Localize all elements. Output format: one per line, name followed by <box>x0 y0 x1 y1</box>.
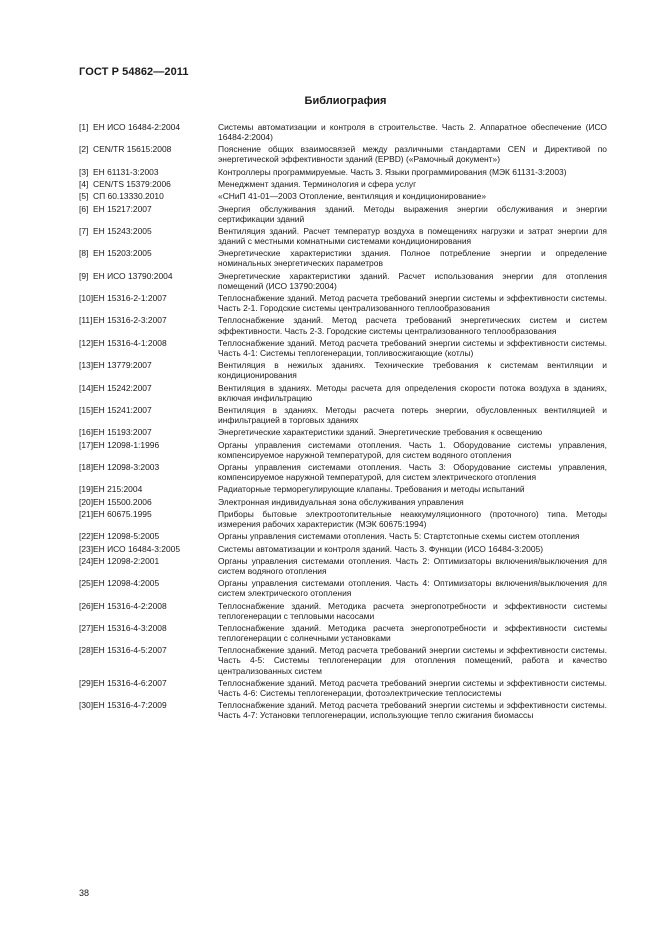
entry-number: [17] <box>79 439 94 450</box>
bibliography-entry <box>79 122 607 142</box>
entry-description: Органы управления системами отопления. Часть 1. Оборудование системы управления, компенсируемое наружной температурой, для систем водяного отопления <box>218 439 607 460</box>
bibliography-entry <box>79 531 607 541</box>
bibliography-entry <box>79 440 607 460</box>
entry-description: Теплоснабжение зданий. Методика расчета энергопотребности и эффективности системы теплогенерации с солнечными установками <box>218 623 607 644</box>
entry-description: Энергия обслуживания зданий. Методы выражения энергии обслуживания и энергии сертификации зданий <box>218 203 607 224</box>
entry-number: [4] <box>79 179 89 190</box>
bibliography-entry <box>79 497 607 507</box>
entry-code: CEN/TS 15379:2006 <box>93 179 171 190</box>
entry-description: Радиаторные терморегулирующие клапаны. Требования и методы испытаний <box>218 484 525 495</box>
entry-code: ЕН 15500.2006 <box>93 496 152 507</box>
bibliography-entry <box>79 204 607 224</box>
bibliography-entry <box>79 509 607 529</box>
entry-code: ЕН 215:2004 <box>93 484 143 495</box>
entry-description: Пояснение общих взаимосвязей между различными стандартами CEN и Директивой по энергетической эффективности зданий (EPBD) («Рамочный документ») <box>218 144 607 165</box>
bibliography-entry <box>79 645 607 675</box>
entry-code: ЕН 15316-4-1:2008 <box>93 337 167 348</box>
entry-number: [2] <box>79 144 89 155</box>
entry-code: ЕН 15316-2-3:2007 <box>93 315 167 326</box>
entry-description: Приборы бытовые электроотопительные неаккумуляционного (проточного) типа. Методы измерения рабочих характеристик (МЭК 60675:1994) <box>218 508 607 530</box>
bibliography-list <box>79 122 607 723</box>
entry-description: Теплоснабжение зданий. Метод расчета требований энергии системы и эффективности системы. Часть 4-1: Системы теплогенерации, топливосжигающие (котлы) <box>218 337 607 358</box>
entry-code: ЕН 15193:2007 <box>93 427 152 438</box>
entry-code: ЕН 15316-4-7:2009 <box>93 700 167 711</box>
entry-code: ЕН 12098-1:1996 <box>93 439 160 450</box>
entry-description: Органы управления системами отопления. Часть 5: Стартстопные схемы систем отопления <box>218 531 580 542</box>
entry-number: [19] <box>79 484 94 495</box>
entry-code: ЕН 12098-4:2005 <box>93 578 160 589</box>
entry-description: Энергетические характеристики зданий. Расчет использования энергии для отопления помещений (ИСО 13790:2004) <box>218 270 607 291</box>
entry-description: «СНиП 41-01—2003 Отопление, вентиляция и кондиционирование» <box>218 191 487 202</box>
bibliography-title: Библиография <box>304 95 387 107</box>
entry-code: ЕН 13779:2007 <box>93 360 152 371</box>
entry-number: [12] <box>79 337 94 348</box>
entry-number: [15] <box>79 404 94 415</box>
entry-description: Теплоснабжение зданий. Метод расчета требований энергетических систем и систем эффективности. Часть 2-3. Городские системы централизованного теплообразования <box>218 315 607 336</box>
entry-code: ЕН 15316-4-5:2007 <box>93 645 167 656</box>
entry-code: ЕН 15316-4-6:2007 <box>93 677 167 688</box>
bibliography-entry <box>79 360 607 380</box>
bibliography-entry <box>79 338 607 358</box>
entry-number: [9] <box>79 270 89 281</box>
bibliography-entry <box>79 462 607 482</box>
entry-description: Теплоснабжение зданий. Метод расчета требований энергии системы и эффективности системы. Часть 4-5: Системы теплогенерации для отопления помещений, работа и качество централизованных систем <box>218 645 607 676</box>
entry-number: [26] <box>79 600 94 611</box>
bibliography-entry <box>79 179 607 189</box>
entry-number: [30] <box>79 700 94 711</box>
entry-code: ЕН 15316-2-1:2007 <box>93 293 167 304</box>
entry-number: [20] <box>79 496 94 507</box>
entry-number: [22] <box>79 531 94 542</box>
entry-number: [28] <box>79 645 94 656</box>
entry-number: [8] <box>79 248 89 259</box>
entry-number: [11] <box>79 315 93 326</box>
entry-code: ЕН ИСО 13790:2004 <box>93 270 173 281</box>
entry-code: ЕН 60675.1995 <box>93 508 152 519</box>
entry-code: ЕН 15203:2005 <box>93 248 152 259</box>
entry-number: [25] <box>79 578 94 589</box>
bibliography-entry <box>79 427 607 437</box>
bibliography-entry <box>79 544 607 554</box>
entry-code: ЕН 15242:2007 <box>93 382 152 393</box>
bibliography-entry <box>79 144 607 164</box>
entry-number: [16] <box>79 427 94 438</box>
bibliography-entry <box>79 700 607 720</box>
bibliography-entry <box>79 578 607 598</box>
bibliography-entry <box>79 271 607 291</box>
entry-number: [6] <box>79 203 89 214</box>
entry-description: Вентиляция в зданиях. Методы расчета потерь энергии, обусловленных вентиляцией и инфильтрацией в торговых зданиях <box>218 404 607 426</box>
bibliography-entry <box>79 556 607 576</box>
entry-code: ЕН 15241:2007 <box>93 404 152 415</box>
entry-description: Теплоснабжение зданий. Метод расчета требований энергии системы и эффективности системы. Часть 4-6: Системы теплогенерации, фотоэлектрические теплосистемы <box>218 677 607 698</box>
entry-number: [23] <box>79 543 94 554</box>
entry-number: [18] <box>79 462 94 472</box>
entry-description: Менеджмент здания. Терминология и сфера услуг <box>218 179 417 190</box>
entry-code: ЕН 12098-5:2005 <box>93 531 160 542</box>
bibliography-entry <box>79 678 607 698</box>
bibliography-entry <box>79 383 607 403</box>
entry-code: ЕН 15316-4-2:2008 <box>93 600 167 611</box>
entry-number: [3] <box>79 166 89 177</box>
entry-description: Органы управления системами отопления. Часть 2: Оптимизаторы включения/выключения для систем водяного отопления <box>218 555 607 576</box>
entry-number: [21] <box>79 508 94 519</box>
entry-number: [24] <box>79 555 94 566</box>
bibliography-entry <box>79 315 607 335</box>
entry-code: ЕН 61131-3:2003 <box>93 166 159 177</box>
entry-code: CEN/TR 15615:2008 <box>93 144 172 155</box>
bibliography-entry <box>79 191 607 201</box>
bibliography-entry <box>79 248 607 268</box>
bibliography-entry <box>79 484 607 494</box>
bibliography-entry <box>79 405 607 425</box>
entry-description: Электронная индивидуальная зона обслуживания управления <box>218 496 464 507</box>
bibliography-entry <box>79 167 607 177</box>
entry-number: [7] <box>79 225 89 236</box>
entry-description: Теплоснабжение зданий. Метод расчета требований энергии системы и эффективности системы. Часть 4-7: Установки теплогенерации, использующие тепло сжигания биомассы <box>218 700 607 721</box>
entry-description: Органы управления системами отопления. Часть 3: Оборудование системы управления, компенсируемое наружной температурой, для систем электрического отопления <box>218 462 607 483</box>
entry-code: СП 60.13330.2010 <box>93 191 164 202</box>
entry-description: Вентиляция в нежилых зданиях. Технические требования к системам вентиляции и кондиционирования <box>218 360 607 381</box>
entry-description: Вентиляция зданий. Расчет температур воздуха в помещениях нагрузки и затрат энергии для зданий с местными комнатными системами кондиционирования <box>218 225 607 247</box>
entry-description: Системы автоматизации и контроля зданий. Часть 3. Функции (ИСО 16484-3:2005) <box>218 543 544 554</box>
entry-description: Энергетические характеристики здания. Полное потребление энергии и определение номинальных энергетических параметров <box>218 248 607 269</box>
entry-code: ЕН 15316-4-3:2008 <box>93 623 167 633</box>
entry-description: Теплоснабжение зданий. Метод расчета требований энергии системы и эффективности системы. Часть 2-1. Городские системы централизованного теплообразования <box>218 293 607 314</box>
document-code: ГОСТ Р 54862—2011 <box>79 66 189 78</box>
entry-number: [1] <box>79 122 89 132</box>
entry-description: Теплоснабжение зданий. Методика расчета энергопотребности и эффективности системы теплогенерации с тепловыми насосами <box>218 600 607 621</box>
entry-description: Вентиляция в зданиях. Методы расчета для определения скорости потока воздуха в зданиях, включая инфильтрацию <box>218 382 607 403</box>
entry-code: ЕН 12098-3:2003 <box>93 462 160 472</box>
entry-code: ЕН 15217:2007 <box>93 203 152 214</box>
entry-number: [13] <box>79 360 94 371</box>
bibliography-entry <box>79 226 607 246</box>
entry-code: ЕН ИСО 16484-2:2004 <box>93 122 181 132</box>
entry-description: Энергетические характеристики зданий. Энергетические требования к освещению <box>218 427 543 438</box>
entry-description: Органы управления системами отопления. Часть 4: Оптимизаторы включения/выключения для систем электрического отопления <box>218 578 607 599</box>
bibliography-entry <box>79 623 607 643</box>
page-number: 38 <box>79 888 90 898</box>
entry-description: Контроллеры программируемые. Часть 3. Языки программирования (МЭК 61131-3:2003) <box>218 166 567 177</box>
bibliography-entry <box>79 601 607 621</box>
bibliography-entry <box>79 293 607 313</box>
entry-number: [27] <box>79 623 94 633</box>
entry-description: Системы автоматизации и контроля в строительстве. Часть 2. Аппаратное обеспечение (ИСО 16484-2:2004) <box>218 122 607 143</box>
entry-number: [5] <box>79 191 89 202</box>
entry-code: ЕН 15243:2005 <box>93 225 152 236</box>
entry-code: ЕН ИСО 16484-3:2005 <box>93 543 181 554</box>
entry-number: [14] <box>79 382 94 393</box>
entry-number: [29] <box>79 677 94 688</box>
entry-number: [10] <box>79 293 94 304</box>
entry-code: ЕН 12098-2:2001 <box>93 555 160 566</box>
